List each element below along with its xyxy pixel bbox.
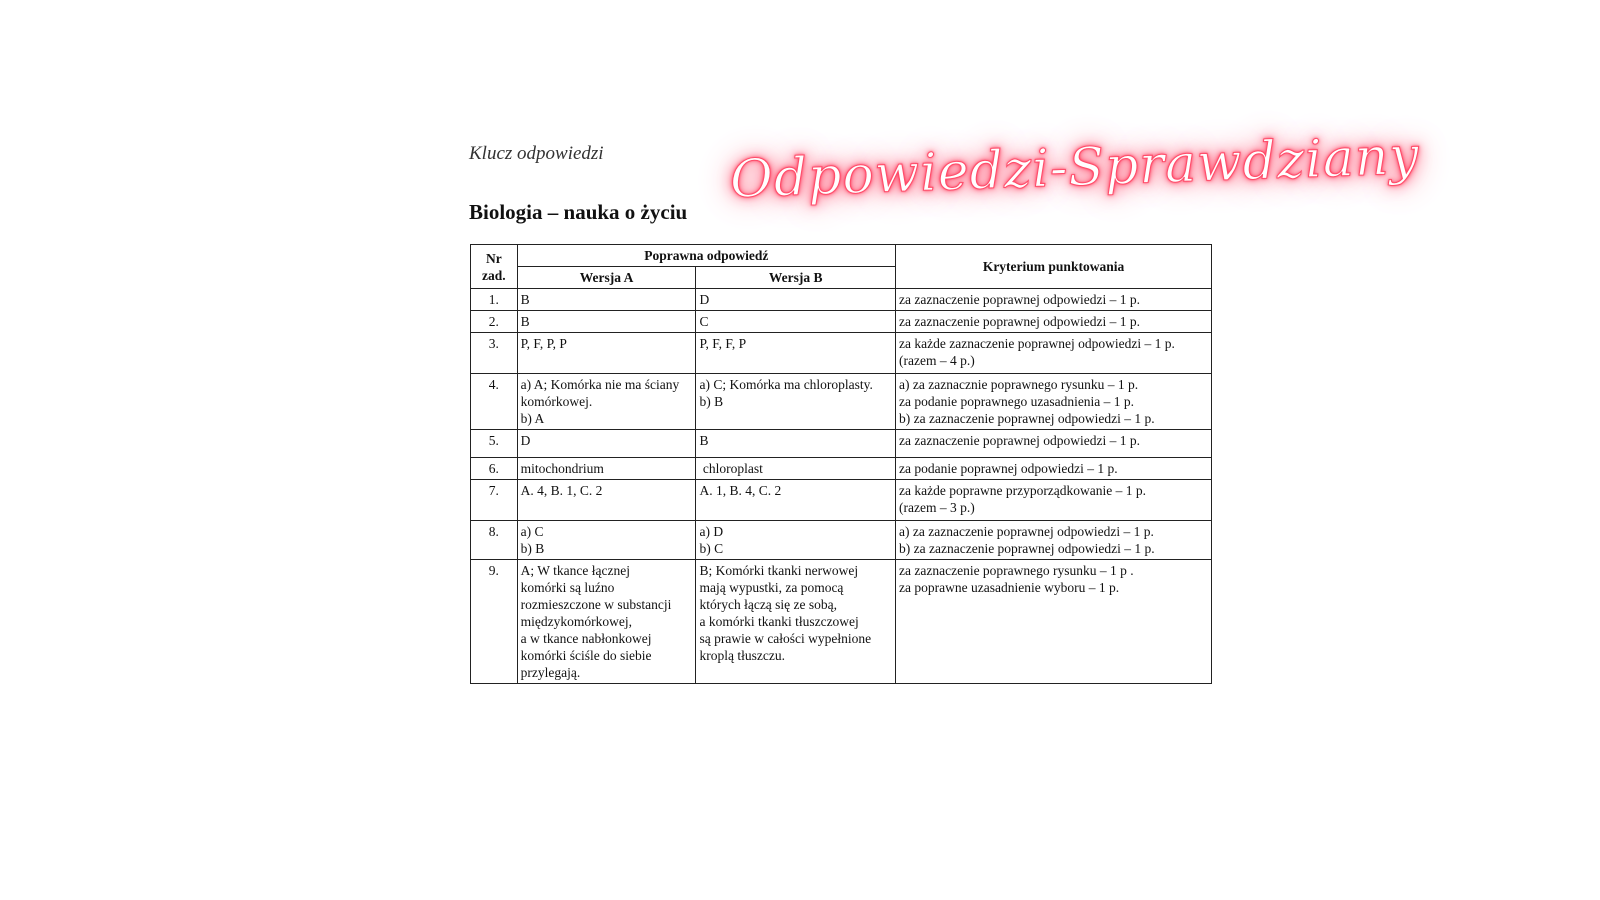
table-row: [471, 374, 1212, 430]
version-a-answer: B: [517, 311, 696, 333]
table-row: [471, 480, 1212, 521]
scoring-criteria: za zaznaczenie poprawnej odpowiedzi – 1 p.: [896, 289, 1212, 311]
version-b-answer: B; Komórki tkanki nerwowej mają wypustki, za pomocą których łączą się ze sobą, a komórki tkanki tłuszczowej są prawie w całości wypełnione kroplą tłuszczu.: [696, 560, 896, 684]
version-b-answer: A. 1, B. 4, C. 2: [696, 480, 896, 521]
watermark-logo: Odpowiedzi-Sprawdziany: [729, 125, 1421, 211]
row-number: 6.: [471, 458, 518, 480]
version-a-answer: a) C b) B: [517, 521, 696, 560]
version-b-answer: B: [696, 430, 896, 458]
scoring-criteria: za każde poprawne przyporządkowanie – 1 p. (razem – 3 p.): [896, 480, 1212, 521]
row-number: 4.: [471, 374, 518, 430]
answer-key-table: [470, 244, 1212, 684]
scoring-criteria: a) za zaznaczenie poprawnej odpowiedzi – 1 p. b) za zaznaczenie poprawnej odpowiedzi – 1 p.: [896, 521, 1212, 560]
version-a-answer: A; W tkance łącznej komórki są luźno rozmieszczone w substancji międzykomórkowej, a w tkance nabłonkowej komórki ściśle do siebie przylegają.: [517, 560, 696, 684]
version-a-answer: B: [517, 289, 696, 311]
scoring-criteria: za zaznaczenie poprawnej odpowiedzi – 1 p.: [896, 430, 1212, 458]
version-b-answer: a) D b) C: [696, 521, 896, 560]
table-row: [471, 430, 1212, 458]
row-number: 8.: [471, 521, 518, 560]
column-header-criteria: Kryterium punktowania: [896, 245, 1212, 289]
version-a-answer: D: [517, 430, 696, 458]
table-header-row: [471, 245, 1212, 267]
column-header-nr: Nr zad.: [471, 245, 518, 289]
version-b-answer: chloroplast: [696, 458, 896, 480]
version-a-answer: A. 4, B. 1, C. 2: [517, 480, 696, 521]
table-row: [471, 521, 1212, 560]
scoring-criteria: za zaznaczenie poprawnego rysunku – 1 p . za poprawne uzasadnienie wyboru – 1 p.: [896, 560, 1212, 684]
version-b-answer: C: [696, 311, 896, 333]
column-header-correct-answer: Poprawna odpowiedź: [517, 245, 895, 267]
scoring-criteria: za zaznaczenie poprawnej odpowiedzi – 1 p.: [896, 311, 1212, 333]
table-row: [471, 560, 1212, 684]
version-a-answer: a) A; Komórka nie ma ściany komórkowej. b) A: [517, 374, 696, 430]
scoring-criteria: za podanie poprawnej odpowiedzi – 1 p.: [896, 458, 1212, 480]
scoring-criteria: za każde zaznaczenie poprawnej odpowiedzi – 1 p. (razem – 4 p.): [896, 333, 1212, 374]
version-a-answer: P, F, P, P: [517, 333, 696, 374]
table-row: [471, 311, 1212, 333]
column-header-version-b: Wersja B: [696, 267, 896, 289]
table-row: [471, 289, 1212, 311]
answer-key-label: Klucz odpowiedzi: [469, 143, 604, 164]
row-number: 5.: [471, 430, 518, 458]
column-header-version-a: Wersja A: [517, 267, 696, 289]
table-row: [471, 333, 1212, 374]
table-row: [471, 458, 1212, 480]
row-number: 9.: [471, 560, 518, 684]
row-number: 7.: [471, 480, 518, 521]
row-number: 1.: [471, 289, 518, 311]
row-number: 2.: [471, 311, 518, 333]
version-a-answer: mitochondrium: [517, 458, 696, 480]
page-title: Biologia – nauka o życiu: [469, 200, 688, 224]
version-b-answer: D: [696, 289, 896, 311]
version-b-answer: P, F, F, P: [696, 333, 896, 374]
scoring-criteria: a) za zaznacznie poprawnego rysunku – 1 p. za podanie poprawnego uzasadnienia – 1 p. b) za zaznaczenie poprawnej odpowiedzi – 1 p.: [896, 374, 1212, 430]
version-b-answer: a) C; Komórka ma chloroplasty. b) B: [696, 374, 896, 430]
row-number: 3.: [471, 333, 518, 374]
